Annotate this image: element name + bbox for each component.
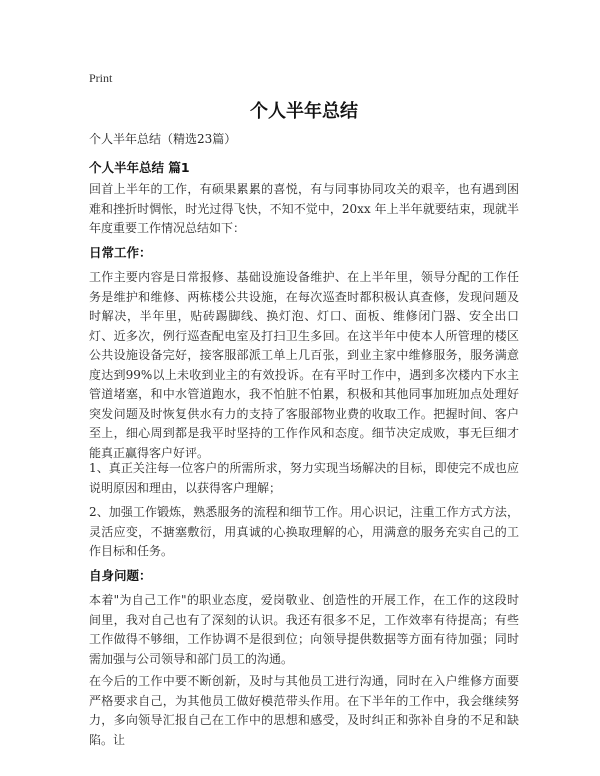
print-label: Print bbox=[89, 71, 113, 85]
list-item-2: 2、加强工作锻炼，熟悉服务的流程和细节工作。用心识记，注重工作方式方法，灵活应变，不搪塞敷衍，用真诚的心换取理解的心，用满意的服务充实自己的工作目标和任务。 bbox=[89, 505, 519, 558]
document-subtitle: 个人半年总结（精选23篇） bbox=[89, 132, 237, 146]
document-title: 个人半年总结 bbox=[250, 101, 358, 122]
self-issues-paragraph: 本着"为自己工作"的职业态度，爱岗敬业、创造性的开展工作，在工作的这段时间里，我对自己也有了深刻的认识。我还有很多不足，工作效率有待提高；有些工作做得不够细，工作协调不是很到位；向领导提供数据等方面有待加强；同时需加强与公司领导和部门员工的沟通。 bbox=[89, 593, 519, 666]
section-heading-self-issues: 自身问题： bbox=[89, 568, 152, 583]
intro-paragraph: 回首上半年的工作，有硕果累累的喜悦，有与同事协同攻关的艰辛，也有遇到困难和挫折时惆怅，时光过得飞快，不知不觉中，20xx 年上半年就要结束，现就半年度重要工作情况总结如下： bbox=[89, 182, 519, 235]
list-item-1: 1、真正关注每一位客户的所需所求，努力实现当场解决的目标，即使完不成也应说明原因和理由，以获得客户理解； bbox=[89, 461, 519, 495]
section-heading-daily-work: 日常工作： bbox=[89, 245, 152, 260]
future-plan-paragraph: 在今后的工作中要不断创新，及时与其他员工进行沟通，同时在入户维修方面要严格要求自己，为其他员工做好模范带头作用。在下半年的工作中，我会继续努力，多向领导汇报自己在工作中的思想和感受，及时纠正和弥补自身的不足和缺陷。让 bbox=[89, 674, 519, 747]
daily-work-paragraph: 工作主要内容是日常报修、基础设施设备维护、在上半年里，领导分配的工作任务是维护和维修、两栋楼公共设施，在每次巡查时都积极认真查修，发现问题及时解决，半年里，贴砖踢脚线、换灯泡、灯口、面板、维修闭门器、安全出口灯、近多次，例行巡查配电室及打扫卫生多回。在这半年中使本人所管理的楼区公共设施设备完好，接客服部派工单上几百张，到业主家中维修服务，服务满意度达到99%以上未收到业主的有效投诉。在有平时工作中，遇到多次楼内下水主管道堵塞，和中水管道跑水，我不怕脏不怕累，积极和其他同事加班加点处理好突发问题及时恢复供水有力的支持了客服部物业费的收取工作。把握时间、客户至上，细心周到都是我平时坚持的工作作风和态度。细节决定成败，事无巨细才能真正赢得客户好评。 bbox=[89, 270, 519, 460]
section-heading-piece1: 个人半年总结 篇1 bbox=[89, 160, 190, 175]
